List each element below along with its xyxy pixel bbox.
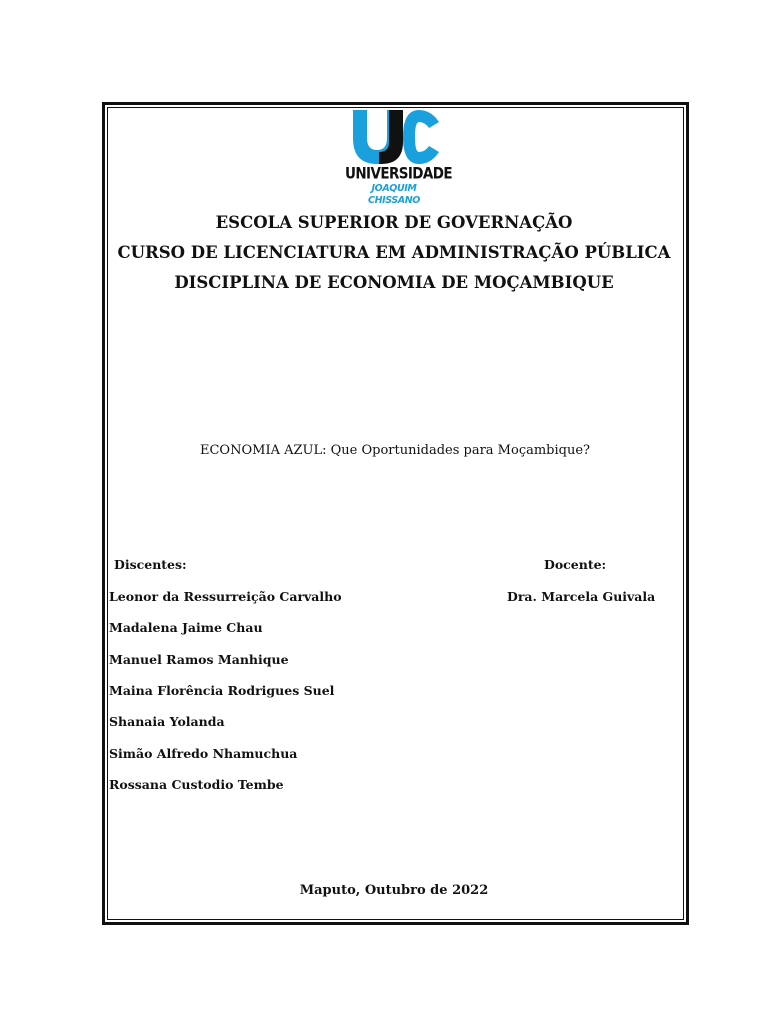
school-heading: ESCOLA SUPERIOR DE GOVERNAÇÃO (215, 213, 573, 232)
student-name: Madalena Jaime Chau (109, 620, 263, 635)
students-label: Discentes: (114, 557, 187, 572)
university-logo (345, 108, 452, 206)
teacher-label: Docente: (544, 557, 607, 572)
student-name: Rossana Custodio Tembe (109, 777, 284, 792)
logo-text-universidade: UNIVERSIDADE (345, 164, 452, 184)
uc-logo-icon (345, 108, 443, 166)
student-name: Leonor da Ressurreição Carvalho (109, 589, 342, 604)
student-name: Maina Florência Rodrigues Suel (109, 683, 335, 698)
logo-text-joaquim-chissano: JOAQUIM CHISSANO (368, 183, 420, 206)
document-title: ECONOMIA AZUL: Que Oportunidades para Moçambique? (200, 443, 591, 458)
teacher-name: Dra. Marcela Guivala (507, 589, 656, 604)
discipline-heading: DISCIPLINA DE ECONOMIA DE MOÇAMBIQUE (174, 273, 614, 292)
student-name: Shanaia Yolanda (109, 714, 225, 729)
student-name: Manuel Ramos Manhique (109, 652, 289, 667)
student-name: Simão Alfredo Nhamuchua (109, 746, 298, 761)
course-heading: CURSO DE LICENCIATURA EM ADMINISTRAÇÃO PÚBLICA (117, 243, 671, 262)
place-date: Maputo, Outubro de 2022 (299, 883, 489, 898)
